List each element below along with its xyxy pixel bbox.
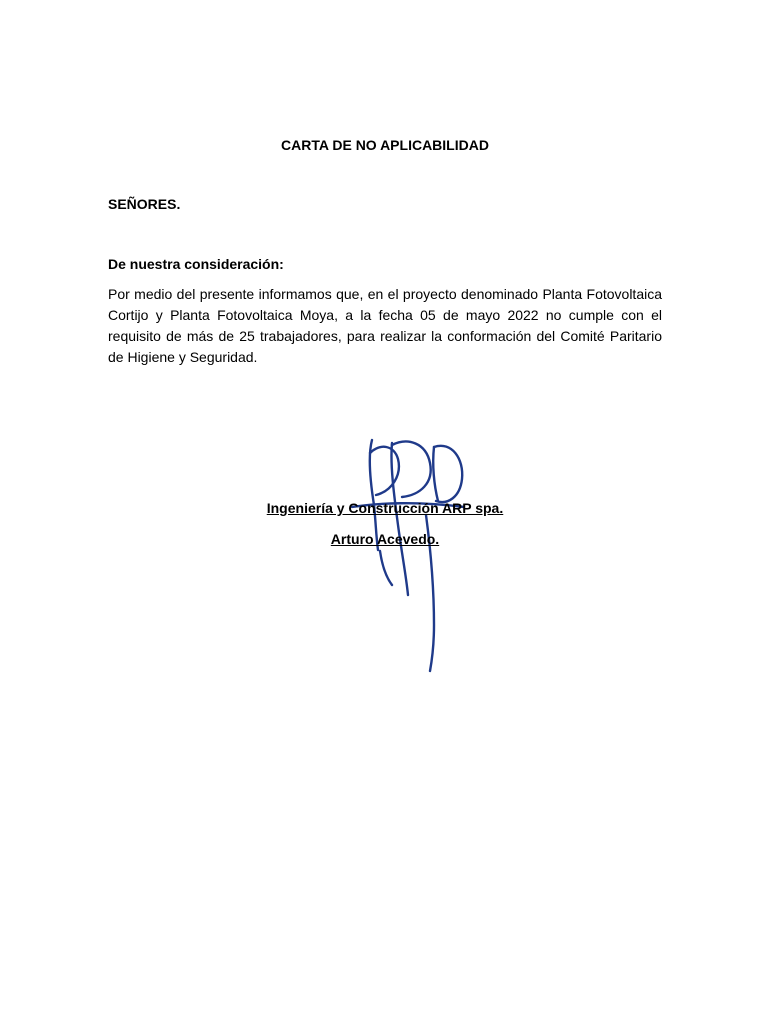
letter-body: Por medio del presente informamos que, en el proyecto denominado Planta Fotovoltaica Cortijo y Planta Fotovoltaica Moya, a la fecha 05 de mayo 2022 no cumple con el requisito de más de 25 trabajadores, para realizar la conformación del Comité Paritario de Higiene y Seguridad. <box>108 286 662 365</box>
addressee: SEÑORES. <box>108 196 181 212</box>
signature-image <box>268 435 504 677</box>
letter-title: CARTA DE NO APLICABILIDAD <box>281 137 489 153</box>
company-name: Ingeniería y Construcción ARP spa. <box>266 500 504 516</box>
signer-name: Arturo Acevedo. <box>330 531 440 547</box>
salutation: De nuestra consideración: <box>108 256 284 272</box>
handwritten-signature <box>268 435 504 677</box>
